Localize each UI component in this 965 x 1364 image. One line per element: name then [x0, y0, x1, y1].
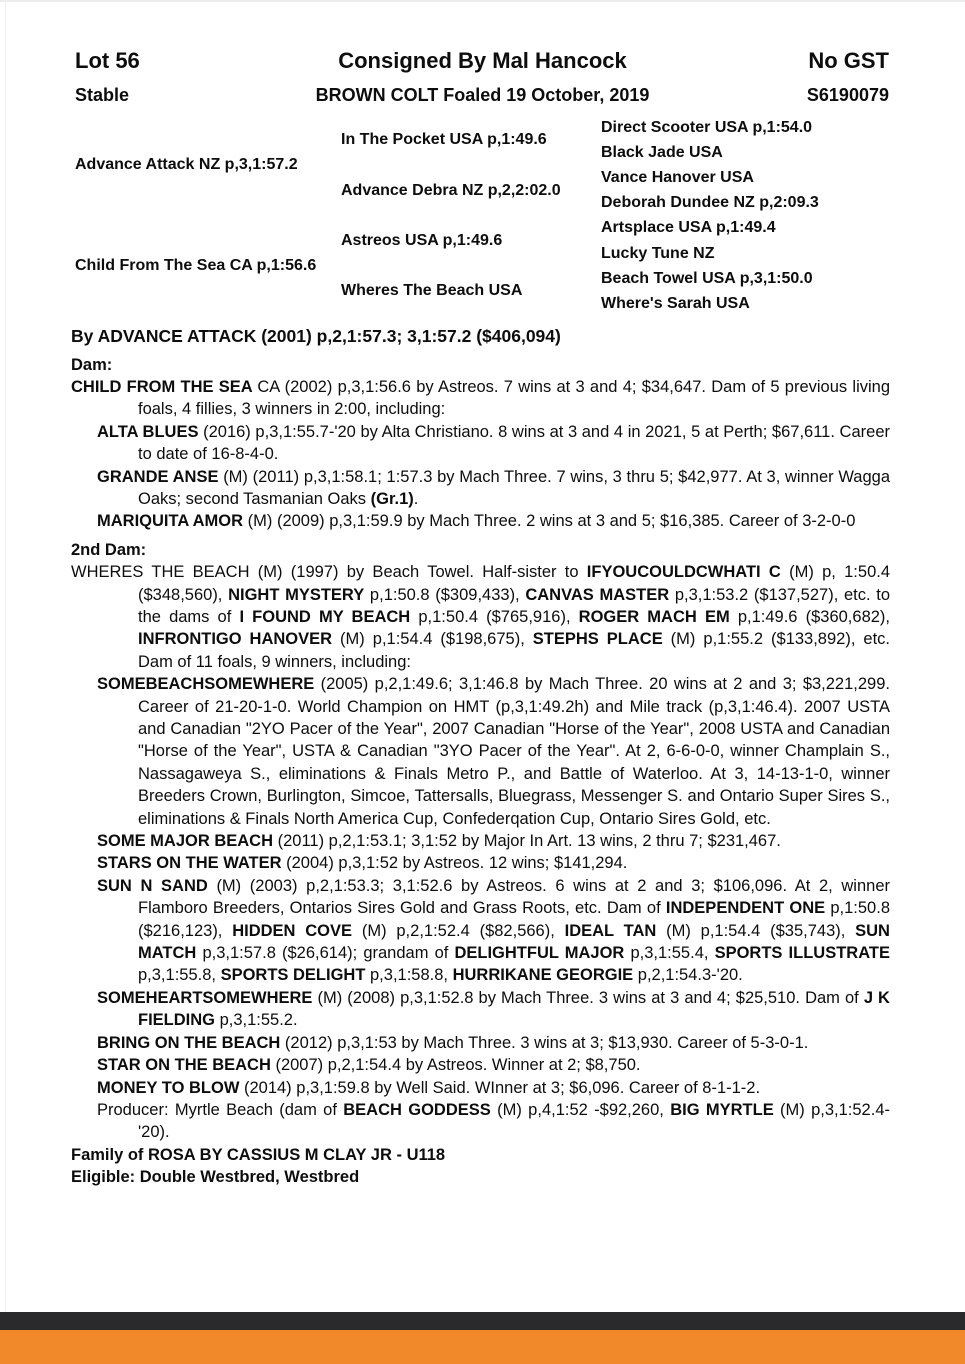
pedigree-dam-sire: Astreos USA p,1:49.6: [341, 231, 503, 249]
pedigree-text: [71, 354, 890, 1189]
consignor-title: Consigned By Mal Hancock: [338, 48, 627, 73]
pedigree-gen3-6: Lucky Tune NZ: [601, 244, 715, 262]
header-row-2: [0, 85, 965, 106]
pedigree-sire: Advance Attack NZ p,3,1:57.2: [75, 156, 298, 174]
footer-bar-dark: [0, 1312, 965, 1330]
dam-entry: CHILD FROM THE SEA CA (2002) p,3,1:56.6 by Astreos. 7 wins at 3 and 4; $34,647. Dam of 5 previous living foals, 4 fillies, 3 winners in 2:00, including:: [71, 377, 890, 419]
header: [0, 0, 965, 106]
foal-description: BROWN COLT Foaled 19 October, 2019: [315, 85, 650, 105]
foal-entry-grande-anse: GRANDE ANSE (M) (2011) p,3,1:58.1; 1:57.3 by Mach Three. 7 wins, 3 thru 5; $42,977. At 3, winner Wagga Oaks; second Tasmanian Oaks (Gr.1).: [97, 467, 891, 508]
pedigree-gen3-2: Black Jade USA: [601, 143, 723, 161]
pedigree-gen3-1: Direct Scooter USA p,1:54.0: [601, 118, 813, 136]
gst-status: No GST: [808, 48, 889, 73]
foal-entry-star-on-the-beach: STAR ON THE BEACH (2007) p,2,1:54.4 by Astreos. Winner at 2; $8,750.: [97, 1056, 641, 1075]
foal-entry-sun-n-sand: SUN N SAND (M) (2003) p,2,1:53.3; 3,1:52.6 by Astreos. 6 wins at 2 and 3; $106,096. At 2, winner Flamboro Breeders, Ontarios Sires Gold and Grass Roots, etc. Dam of INDEPENDENT ONE p,1:50.8 ($216,123), HIDDEN COVE (M) p,2,1:52.4 ($82,566), IDEAL TAN (M) p,1:54.4 ($35,743), SUN MATCH p,3,1:57.8 ($26,614); grandam of DELIGHTFUL MAJOR p,3,1:55.4, SPORTS ILLUSTRATE p,3,1:55.8, SPORTS DELIGHT p,3,1:58.8, HURRIKANE GEORGIE p,2,1:54.3-'20.: [97, 876, 890, 985]
eligibility-line: Eligible: Double Westbred, Westbred: [71, 1168, 360, 1187]
pedigree-sire-dam: Advance Debra NZ p,2,2:02.0: [341, 181, 561, 199]
foal-entry-some-major-beach: SOME MAJOR BEACH (2011) p,2,1:53.1; 3,1:52 by Major In Art. 13 wins, 2 thru 7; $231,467.: [97, 832, 781, 851]
catalog-id: S6190079: [806, 85, 889, 105]
page-top-edge: [0, 0, 965, 2]
pedigree-gen3-8: Where's Sarah USA: [601, 294, 750, 312]
producer-note: Producer: Myrtle Beach (dam of BEACH GODDESS (M) p,4,1:52 -$92,260, BIG MYRTLE (M) p,3,1:52.4-'20).: [97, 1100, 890, 1142]
pedigree-sire-sire: In The Pocket USA p,1:49.6: [341, 131, 547, 149]
lot-number: Lot 56: [75, 48, 140, 73]
pedigree-table: [75, 115, 890, 317]
page-left-edge: [5, 0, 6, 1312]
sire-summary-line: By ADVANCE ATTACK (2001) p,2,1:57.3; 3,1:57.2 ($406,094): [71, 325, 561, 346]
pedigree-gen3-7: Beach Towel USA p,3,1:50.0: [601, 269, 813, 287]
second-dam-entry: WHERES THE BEACH (M) (1997) by Beach Towel. Half-sister to IFYOUCOULDCWHATI C (M) p, 1:50.4 ($348,560), NIGHT MYSTERY p,1:50.8 ($309,433), CANVAS MASTER p,3,1:53.2 ($137,527), etc. to the dams of I FOUND MY BEACH p,1:50.4 ($765,916), ROGER MACH EM p,1:49.6 ($360,682), INFRONTIGO HANOVER (M) p,1:54.4 ($198,675), STEPHS PLACE (M) p,1:55.2 ($133,892), etc. Dam of 11 foals, 9 winners, including:: [71, 563, 891, 671]
pedigree-dam-dam: Wheres The Beach USA: [341, 282, 523, 300]
dam-heading: Dam:: [71, 355, 113, 374]
foal-entry-alta-blues: ALTA BLUES (2016) p,3,1:55.7-'20 by Alta Christiano. 8 wins at 3 and 4 in 2021, 5 at Perth; $67,611. Career to date of 16-8-4-0.: [97, 422, 890, 464]
foal-entry-somebeachsomewhere: SOMEBEACHSOMEWHERE (2005) p,2,1:49.6; 3,1:46.8 by Mach Three. 20 wins at 2 and 3; $3,221,299. Career of 21-20-1-0. World Champion on HMT (p,3,1:49.2h) and Mile track (p,3,1:46.4). 2007 USTA and Canadian "2YO Pacer of the Year", 2007 Canadian "Horse of the Year", 2008 USTA and Canadian "Horse of the Year", USTA & Canadian "3YO Pacer of the Year". At 2, 6-6-0-0, winner Champlain S., Nassagaweya S., eliminations & Finals Metro P., and Battle of Waterloo. At 3, 14-13-1-0, winner Breeders Crown, Burlington, Simcoe, Tattersalls, Bluegrass, Messenger S. and Ontario Super Sires S., eliminations & Finals North America Cup, Confederqation Cup, Ontario Sires Gold, etc.: [97, 675, 890, 828]
foal-entry-bring-on-the-beach: BRING ON THE BEACH (2012) p,3,1:53 by Mach Three. 3 wins at 3; $13,930. Career of 5-3-0-1.: [97, 1033, 809, 1052]
header-row-1: [0, 48, 965, 74]
family-line: Family of ROSA BY CASSIUS M CLAY JR - U118: [71, 1145, 446, 1164]
foal-entry-money-to-blow: MONEY TO BLOW (2014) p,3,1:59.8 by Well Said. WInner at 3; $6,096. Career of 8-1-1-2.: [97, 1078, 761, 1097]
pedigree-gen3-3: Vance Hanover USA: [601, 168, 754, 186]
foal-entry-someheartsomewhere: SOMEHEARTSOMEWHERE (M) (2008) p,3,1:52.8 by Mach Three. 3 wins at 3 and 4; $25,510. Dam of J K FIELDING p,3,1:55.2.: [97, 988, 890, 1030]
second-dam-heading: 2nd Dam:: [71, 540, 147, 559]
footer-bar-orange: [0, 1330, 965, 1364]
stable-label: Stable: [75, 85, 130, 105]
pedigree-gen3-4: Deborah Dundee NZ p,2:09.3: [601, 194, 819, 212]
pedigree-gen3-5: Artsplace USA p,1:49.4: [601, 219, 776, 237]
pedigree-dam: Child From The Sea CA p,1:56.6: [75, 257, 317, 275]
foal-entry-mariquita-amor: MARIQUITA AMOR (M) (2009) p,3,1:59.9 by Mach Three. 2 wins at 3 and 5; $16,385. Career of 3-2-0-0: [97, 512, 856, 531]
foal-entry-stars-on-the-water: STARS ON THE WATER (2004) p,3,1:52 by Astreos. 12 wins; $141,294.: [97, 854, 628, 873]
